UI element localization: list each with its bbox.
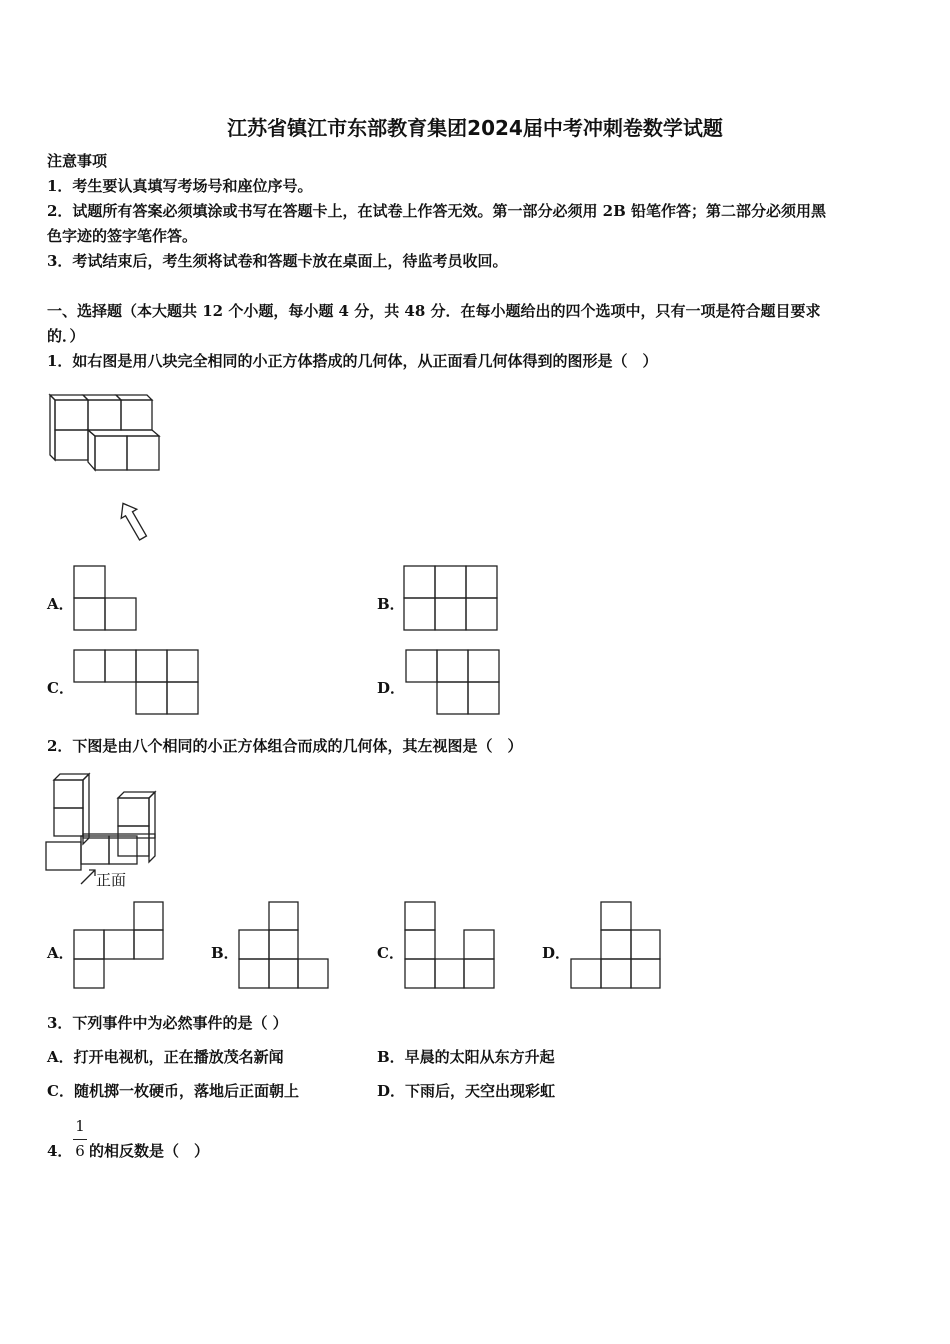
section-heading-cont: 的．） xyxy=(47,327,85,345)
q1-option-d-label: D． xyxy=(377,679,406,697)
notice-item-1: 1．考生要认真填写考场号和座位序号。 xyxy=(47,177,313,195)
q4-fraction-numerator: 1 xyxy=(75,1117,85,1135)
notice-item-2-cont: 色字迹的签字笔作答。 xyxy=(47,227,198,245)
q3-stem: 3．下列事件中为必然事件的是（ ） xyxy=(47,1014,288,1032)
q2-option-b-label: B． xyxy=(211,944,239,962)
notice-heading: 注意事项 xyxy=(47,152,108,170)
q2-solid-figure xyxy=(45,772,165,872)
q1-solid-figure xyxy=(45,390,165,550)
q1-option-c-label: C． xyxy=(47,679,74,697)
q1-option-b-figure xyxy=(404,566,500,632)
q2-front-label: 正面 xyxy=(96,871,127,889)
q2-option-d-label: D． xyxy=(542,944,571,962)
q3-option-d: D．下雨后，天空出现彩虹 xyxy=(377,1082,556,1100)
exam-title: 江苏省镇江市东部教育集团2024届中考冲刺卷数学试题 xyxy=(227,116,723,140)
q2-option-c-figure xyxy=(405,902,497,992)
q3-option-a: A．打开电视机，正在播放茂名新闻 xyxy=(47,1048,284,1066)
q4-fraction-bar xyxy=(73,1139,87,1140)
q2-option-b-figure xyxy=(239,902,331,992)
q2-stem: 2．下图是由八个相同的小正方体组合而成的几何体，其左视图是（ ） xyxy=(47,737,523,755)
q2-option-a-label: A． xyxy=(47,944,74,962)
section-heading: 一、选择题（本大题共 12 个小题，每小题 4 分，共 48 分．在每小题给出的四个选项中，只有一项是符合题目要求 xyxy=(47,302,821,320)
q4-stem: 的相反数是（ ） xyxy=(89,1142,210,1160)
q1-option-d-figure xyxy=(406,650,502,716)
q1-option-a-label: A． xyxy=(47,595,74,613)
q1-stem: 1．如右图是用八块完全相同的小正方体搭成的几何体，从正面看几何体得到的图形是（ ） xyxy=(47,352,658,370)
q3-option-b: B．早晨的太阳从东方升起 xyxy=(377,1048,555,1066)
q1-option-b-label: B． xyxy=(377,595,405,613)
q2-option-c-label: C． xyxy=(377,944,404,962)
q2-option-d-figure xyxy=(571,902,663,992)
notice-item-2: 2．试题所有答案必须填涂或书写在答题卡上，在试卷上作答无效。第一部分必须用 2B 铅笔作答；第二部分必须用黑 xyxy=(47,202,827,220)
q4-fraction-denominator: 6 xyxy=(75,1142,85,1160)
q1-option-c-figure xyxy=(74,650,202,716)
q2-option-a-figure xyxy=(74,902,166,992)
q4-number: 4． xyxy=(47,1142,73,1160)
q3-option-c: C．随机掷一枚硬币，落地后正面朝上 xyxy=(47,1082,299,1100)
notice-item-3: 3．考试结束后，考生须将试卷和答题卡放在桌面上，待监考员收回。 xyxy=(47,252,508,270)
q1-option-a-figure xyxy=(74,566,138,632)
